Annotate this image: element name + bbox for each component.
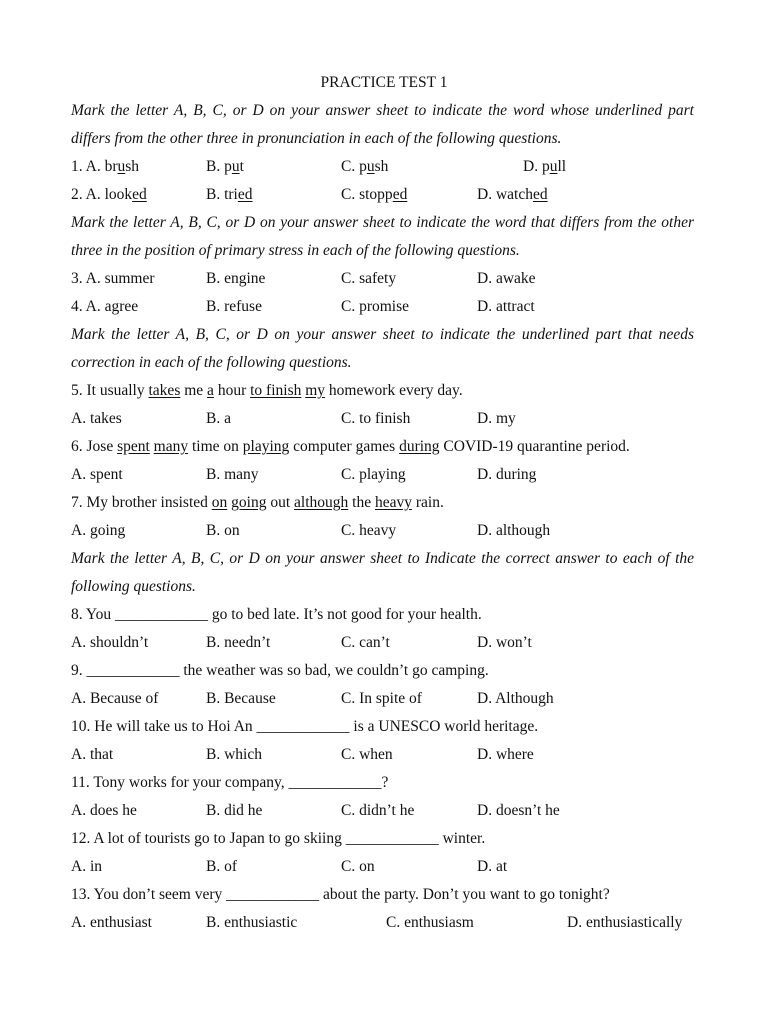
stem-text: time on — [188, 438, 243, 455]
q5-option-b[interactable]: B. a — [206, 410, 231, 427]
q11-stem: 11. Tony works for your company, ____________? — [71, 774, 389, 791]
q7-option-d[interactable]: D. although — [477, 522, 551, 539]
stem-text: 7. My brother insisted — [71, 494, 212, 511]
stem-text: 5. It usually — [71, 382, 149, 399]
q9-option-d[interactable]: D. Although — [477, 690, 554, 707]
stem-text: the — [348, 494, 375, 511]
q6-option-d[interactable]: D. during — [477, 466, 537, 483]
q11-option-a[interactable]: A. does he — [71, 802, 137, 819]
underlined-part: u — [366, 158, 375, 175]
option-text: ll — [557, 158, 567, 175]
stem-text: COVID-19 quarantine period. — [439, 438, 630, 455]
page-title: PRACTICE TEST 1 — [320, 74, 448, 91]
q12-stem: 12. A lot of tourists go to Japan to go skiing ____________ winter. — [71, 830, 486, 847]
q12-option-d[interactable]: D. at — [477, 858, 508, 875]
q9-option-b[interactable]: B. Because — [206, 690, 276, 707]
instruction-stress-line-2: three in the position of primary stress in each of the following questions. — [71, 242, 520, 259]
option-text: t — [239, 158, 244, 175]
option-text: C. stopp — [341, 186, 393, 203]
q12-option-c[interactable]: C. on — [341, 858, 375, 875]
q8-option-d[interactable]: D. won’t — [477, 634, 532, 651]
q6-stem — [71, 437, 630, 457]
instruction-answer-line-1: Mark the letter A, B, C, or D on your answer sheet to Indicate the correct answer to each of the — [71, 550, 694, 567]
option-text: D. watch — [477, 186, 533, 203]
q3-option-a[interactable]: 3. A. summer — [71, 270, 155, 287]
q2-option-c[interactable] — [341, 185, 407, 205]
q6-option-a[interactable]: A. spent — [71, 466, 123, 483]
q1-option-b[interactable] — [206, 157, 244, 177]
q6-option-c[interactable]: C. playing — [341, 466, 406, 483]
q11-option-b[interactable]: B. did he — [206, 802, 263, 819]
underlined-part: ed — [132, 186, 147, 203]
underlined-part: my — [305, 382, 326, 399]
q1-option-d[interactable] — [523, 157, 566, 177]
q8-option-c[interactable]: C. can’t — [341, 634, 390, 651]
q3-option-d[interactable]: D. awake — [477, 270, 536, 287]
q4-option-c[interactable]: C. promise — [341, 298, 410, 315]
instruction-correction-line-1: Mark the letter A, B, C, or D on your answer sheet to indicate the underlined part that needs — [71, 326, 694, 343]
option-text: B. p — [206, 158, 232, 175]
q11-option-c[interactable]: C. didn’t he — [341, 802, 415, 819]
underlined-part: during — [399, 438, 440, 455]
q9-option-a[interactable]: A. Because of — [71, 690, 159, 707]
q2-option-b[interactable] — [206, 185, 253, 205]
q10-stem: 10. He will take us to Hoi An ____________ is a UNESCO world heritage. — [71, 718, 539, 735]
option-text: C. p — [341, 158, 367, 175]
instruction-stress-line-1: Mark the letter A, B, C, or D on your answer sheet to indicate the word that differs from the other — [71, 214, 694, 231]
underlined-part: to finish — [250, 382, 302, 399]
stem-text: hour — [213, 382, 251, 399]
underlined-part: spent — [117, 438, 150, 455]
q5-option-a[interactable]: A. takes — [71, 410, 122, 427]
option-text: D. p — [523, 158, 550, 175]
q9-option-c[interactable]: C. In spite of — [341, 690, 422, 707]
q2-option-a[interactable] — [71, 185, 147, 205]
underlined-part: on — [211, 494, 228, 511]
stem-text: homework every day. — [325, 382, 463, 399]
q11-option-d[interactable]: D. doesn’t he — [477, 802, 560, 819]
option-text: 1. A. br — [71, 158, 118, 175]
q9-stem: 9. ____________ the weather was so bad, we couldn’t go camping. — [71, 662, 489, 679]
underlined-part: u — [231, 158, 240, 175]
q1-option-c[interactable] — [341, 157, 388, 177]
q13-option-a[interactable]: A. enthusiast — [71, 914, 152, 931]
q2-option-d[interactable] — [477, 185, 548, 205]
instruction-pronunciation-line-2: differs from the other three in pronunciation in each of the following questions. — [71, 130, 562, 147]
q10-option-d[interactable]: D. where — [477, 746, 534, 763]
q7-option-b[interactable]: B. on — [206, 522, 240, 539]
option-text: sh — [374, 158, 389, 175]
q13-stem: 13. You don’t seem very ____________ about the party. Don’t you want to go tonight? — [71, 886, 610, 903]
underlined-part: ed — [237, 186, 253, 203]
q7-option-a[interactable]: A. going — [71, 522, 126, 539]
q10-option-c[interactable]: C. when — [341, 746, 393, 763]
underlined-part: a — [207, 382, 214, 399]
q5-option-c[interactable]: C. to finish — [341, 410, 411, 427]
q12-option-a[interactable]: A. in — [71, 858, 102, 875]
q4-option-b[interactable]: B. refuse — [206, 298, 262, 315]
underlined-part: heavy — [374, 494, 412, 511]
q10-option-b[interactable]: B. which — [206, 746, 262, 763]
q8-stem: 8. You ____________ go to bed late. It’s not good for your health. — [71, 606, 482, 623]
q3-option-b[interactable]: B. engine — [206, 270, 266, 287]
q8-option-a[interactable]: A. shouldn’t — [71, 634, 149, 651]
q5-option-d[interactable]: D. my — [477, 410, 516, 427]
underlined-part: many — [153, 438, 189, 455]
q8-option-b[interactable]: B. needn’t — [206, 634, 271, 651]
instruction-correction-line-2: correction in each of the following questions. — [71, 354, 352, 371]
stem-text: me — [180, 382, 208, 399]
q4-option-a[interactable]: 4. A. agree — [71, 298, 139, 315]
q13-option-d[interactable]: D. enthusiastically — [567, 914, 683, 931]
underlined-part: going — [231, 494, 267, 511]
q12-option-b[interactable]: B. of — [206, 858, 237, 875]
stem-text: computer games — [289, 438, 400, 455]
stem-text: 6. Jose — [71, 438, 118, 455]
q13-option-c[interactable]: C. enthusiasm — [386, 914, 474, 931]
q7-option-c[interactable]: C. heavy — [341, 522, 397, 539]
underlined-part: takes — [148, 382, 181, 399]
underlined-part: ed — [392, 186, 408, 203]
underlined-part: although — [294, 494, 349, 511]
underlined-part: ed — [532, 186, 548, 203]
q3-option-c[interactable]: C. safety — [341, 270, 397, 287]
option-text: B. tri — [206, 186, 238, 203]
option-text: sh — [125, 158, 140, 175]
stem-text: out — [266, 494, 295, 511]
instruction-answer-line-2: following questions. — [71, 578, 196, 595]
q5-stem — [71, 381, 463, 401]
q6-option-b[interactable]: B. many — [206, 466, 259, 483]
underlined-part: playing — [242, 438, 290, 455]
q4-option-d[interactable]: D. attract — [477, 298, 535, 315]
q13-option-b[interactable]: B. enthusiastic — [206, 914, 298, 931]
underlined-part: u — [549, 158, 558, 175]
option-text: 2. A. look — [71, 186, 133, 203]
q1-option-a[interactable] — [71, 157, 139, 177]
q10-option-a[interactable]: A. that — [71, 746, 114, 763]
instruction-pronunciation-line-1: Mark the letter A, B, C, or D on your answer sheet to indicate the word whose underlined part — [71, 102, 694, 119]
underlined-part: u — [117, 158, 126, 175]
stem-text: rain. — [411, 494, 444, 511]
q7-stem — [71, 493, 444, 513]
